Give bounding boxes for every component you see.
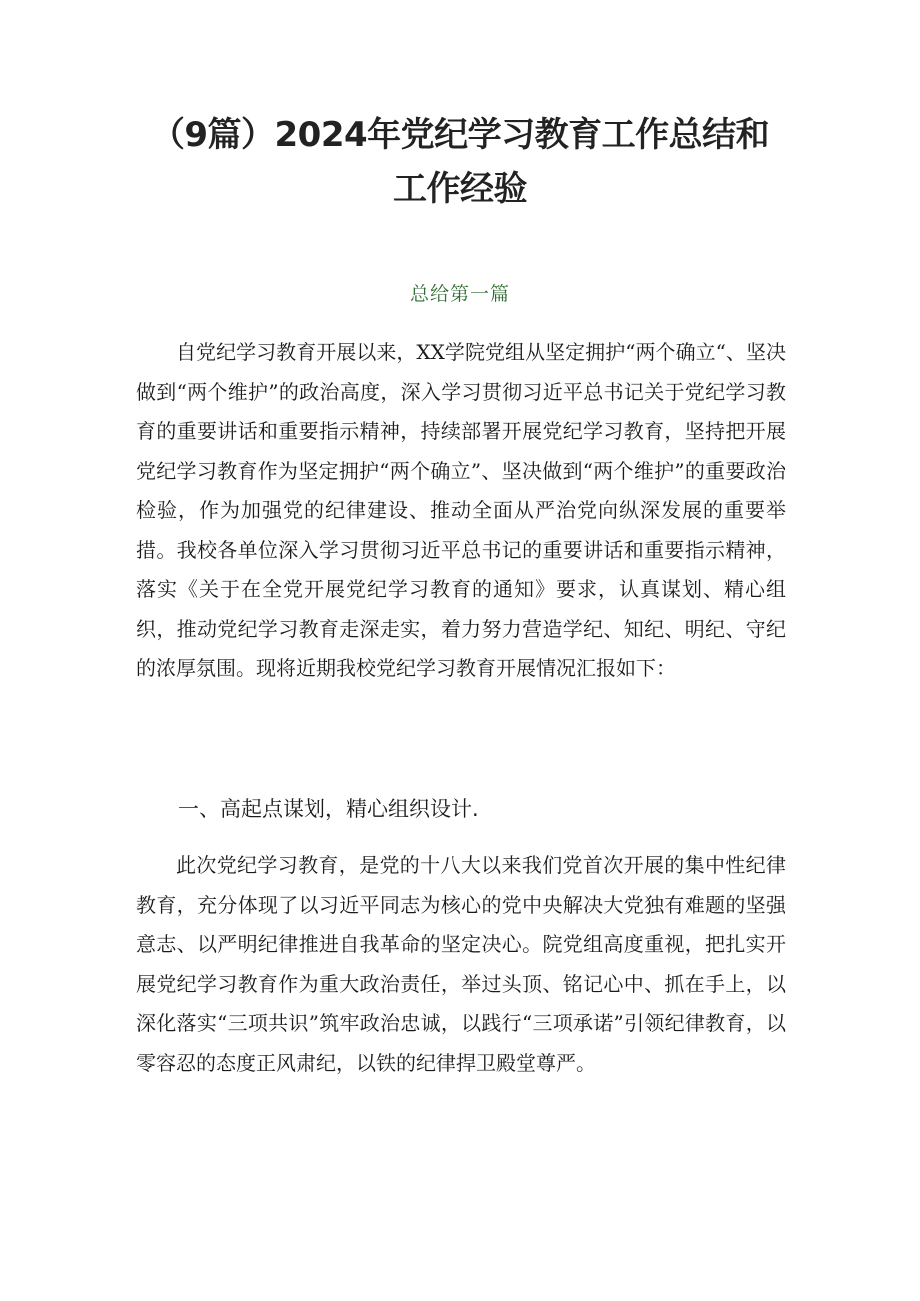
document-title bbox=[100, 108, 820, 216]
section-heading-1: 一、高起点谋划，精心组织设计. bbox=[178, 797, 479, 821]
title-line-2: 工作经验 bbox=[393, 169, 527, 209]
paragraph-section-1: 此次党纪学习教育，是党的十八大以来我们党首次开展的集中性纪律教育，充分体现了以习近平同志为核心的党中央解决大党独有难题的坚强意志、以严明纪律推进自我革命的坚定决心。院党组高度重视，把扎实开展党纪学习教育作为重大政治责任，举过头顶、铭记心中、抓在手上，以深化落实“三项共识”筑牢政治忠诚，以践行“三项承诺”引领纪律教育，以零容忍的态度正风肃纪，以铁的纪律捍卫殿堂尊严。 bbox=[136, 853, 786, 1075]
paragraph-intro: 自党纪学习教育开展以来，XX学院党组从坚定拥护“两个确立“、坚决做到“两个维护”的政治高度，深入学习贯彻习近平总书记关于党纪学习教育的重要讲话和重要指示精神，持续部署开展党纪学习教育，坚持把开展党纪学习教育作为坚定拥护“两个确立”、坚决做到“两个维护”的重要政治检验，作为加强党的纪律建设、推动全面从严治党向纵深发展的重要举措。我校各单位深入学习贯彻习近平总书记的重要讲话和重要指示精神，落实《关于在全党开展党纪学习教育的通知》要求，认真谋划、精心组织，推动党纪学习教育走深走实，着力努力营造学纪、知纪、明纪、守纪的浓厚氛围。现将近期我校党纪学习教育开展情况汇报如下： bbox=[136, 340, 786, 680]
section-subtitle: 总给第一篇 bbox=[409, 283, 510, 305]
title-line-1: （9篇）2024年党纪学习教育工作总结和 bbox=[150, 115, 770, 155]
